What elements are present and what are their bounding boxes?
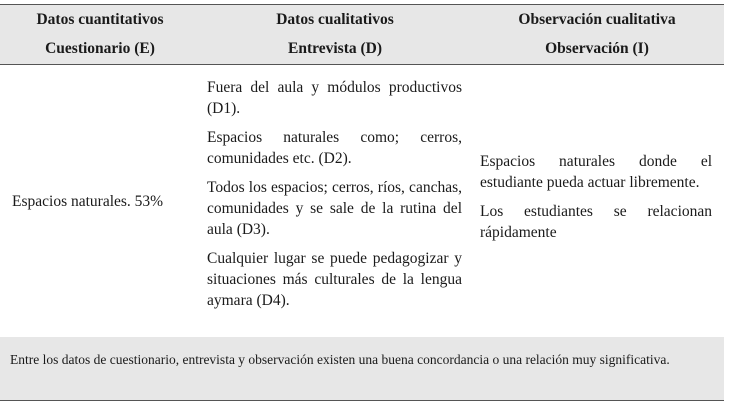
triangulation-table <box>0 4 724 338</box>
interview-d2: Espacios naturales como; cerros, comunidades etc. (D2). <box>207 129 462 167</box>
interview-d3: Todos los espacios; cerros, ríos, canchas, comunidades y se sale de la rutina del aula (D3). <box>207 179 462 238</box>
header-quantitative-subtitle: Cuestionario (E) <box>45 40 155 57</box>
header-observation <box>470 5 724 64</box>
header-quantitative-title: Datos cuantitativos <box>36 11 164 28</box>
quantitative-text: Espacios naturales. 53% <box>12 192 164 210</box>
header-qualitative-subtitle: Entrevista (D) <box>288 40 382 57</box>
header-quantitative <box>0 5 200 64</box>
header-observation-title: Observación cualitativa <box>518 11 676 28</box>
observation-1: Espacios naturales donde el estudiante pueda actuar libremente. <box>480 153 712 191</box>
table-row <box>0 65 724 338</box>
header-qualitative-title: Datos cualitativos <box>276 11 394 28</box>
cell-observations <box>470 65 724 337</box>
cell-interviews <box>0 65 470 337</box>
header-observation-subtitle: Observación (I) <box>545 40 649 57</box>
header-qualitative <box>200 5 470 64</box>
table-header <box>0 4 724 65</box>
interview-d1: Fuera del aula y módulos productivos (D1). <box>207 79 462 117</box>
conclusion-note: Entre los datos de cuestionario, entrevista y observación existen una buena concordancia o una relación muy significativa. <box>0 337 724 401</box>
interview-d4: Cualquier lugar se puede pedagogizar y situaciones más culturales de la lengua aymara (D4). <box>207 250 462 309</box>
observation-2: Los estudiantes se relacionan rápidamente <box>480 203 712 241</box>
